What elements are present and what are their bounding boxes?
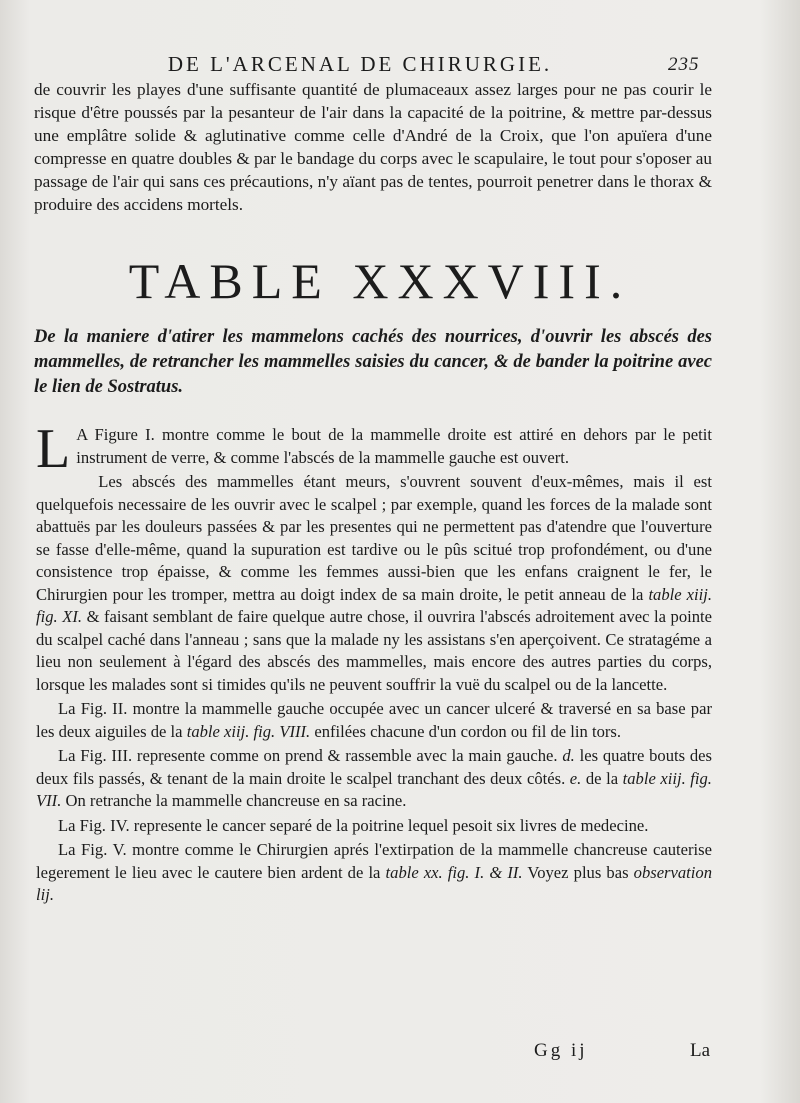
- plate-reference: table xiij. fig. XI.: [36, 584, 712, 626]
- plate-reference: table xiij. fig. VIII.: [186, 721, 311, 741]
- paragraph-6-text-a: La Fig. V. montre comme le Chirurgien aprés l'extirpation de la mammelle chancreuse cauterise legerement le lieu avec le cautere bien ardent de la: [36, 840, 712, 882]
- plate-reference: table xiij. fig. VII.: [36, 768, 712, 810]
- paragraph-3-text-b: enfilées chacune d'un cordon ou fil de lin tors.: [314, 721, 622, 741]
- paragraph-5: [36, 815, 712, 838]
- figure-mark-e: e.: [569, 768, 582, 788]
- plate-reference: table xx. fig. I. & II.: [385, 862, 523, 882]
- paragraph-3-text-a: La Fig. II. montre la mammelle gauche occupée avec un cancer ulceré & traversé en sa base par les deux aiguiles de la: [36, 699, 712, 741]
- plate-subtitle: De la maniere d'atirer les mammelons cachés des nourrices, d'ouvrir les abscés des mammelles, de retrancher les mammelles saisies du cancer, & de bander la poitrine avec le lien de Sostratus.: [34, 327, 712, 397]
- intro-paragraph: [34, 78, 712, 216]
- observation-reference: observation lij.: [36, 862, 712, 904]
- figure-mark-d: d.: [562, 746, 575, 765]
- paragraph-2-text-b: & faisant semblant de faire quelque autre chose, il ouvrira l'abscés adroitement avec la pointe du scalpel caché dans l'anneau ; sans que la malade ny les assistans s'en aperçoivent. Ce stratagéme a lieu non seulement à l'égard des abscés des mammelles, mais encore des autres parties du corps, lorsque les malades sont si timides qu'ils ne peuvent souffrir la vuë du scalpel ou de la lancette.: [36, 607, 713, 694]
- paragraph-3: [36, 698, 712, 743]
- paragraph-2: [36, 471, 712, 696]
- body-text: [36, 418, 713, 909]
- paragraph-1-text: A Figure I. montre comme le bout de la mammelle droite est attiré en dehors par le petit instrument de verre, & comme l'abscés de la mammelle gauche est ouvert.: [76, 425, 712, 467]
- paragraph-4-text-b: les quatre bouts des deux fils passés, & tenant de la main droite le scalpel tranchant des deux côtés.: [36, 746, 713, 788]
- paragraph-4-text-d: On retranche la mammelle chancreuse en sa racine.: [65, 791, 407, 810]
- paragraph-5-text: La Fig. IV. represente le cancer separé de la poitrine lequel pesoit six livres de medecine.: [58, 815, 649, 835]
- page-number: 235: [668, 54, 700, 75]
- drop-cap: L: [36, 418, 71, 480]
- paragraph-4-text-a: La Fig. III. represente comme on prend & rassemble avec la main gauche.: [58, 746, 558, 765]
- running-head: DE L'ARCENAL DE CHIRURGIE.: [167, 52, 553, 76]
- signature-mark: Gg ij: [534, 1040, 588, 1061]
- paragraph-6: [36, 839, 712, 907]
- paragraph-4: [36, 745, 712, 813]
- plate-title: TABLE XXXVIII.: [128, 253, 632, 309]
- catchword: La: [690, 1040, 711, 1061]
- paragraph-2-text-a: Les abscés des mammelles étant meurs, s'ouvrent souvent d'eux-mêmes, mais il est quelquefois necessaire de les ouvrir avec le scalpel ; par exemple, quand les forces de la malade sont abattuës par les douleurs passées & par les presentes qui ne permettent pas d'atendre que l'ouverture se fasse d'elle-même, quand la supuration est tardive ou le pûs scitué trop profondément, ou d'une consistence trop épaisse, & comme les femmes aussi-bien que les enfans craignent le fer, le Chirurgien pour les tromper, mettra au doigt index de sa main droite, le petit anneau de la: [36, 472, 712, 604]
- paragraph-1: [36, 418, 712, 480]
- paragraph-6-text-b: Voyez plus bas: [527, 862, 629, 882]
- intro-text: de couvrir les playes d'une suffisante quantité de plumaceaux assez larges pour ne pas courir le risque d'être poussés par la pesanteur de l'air dans la capacité de la poitrine, & mettre par-dessus une emplâtre solide & aglutinative comme celle d'André de la Croix, que l'on apuïera d'une compresse en quatre doubles & par le bandage du corps avec le scapulaire, le tout pour s'oposer au passage de l'air qui sans ces précautions, n'y aïant pas de tentes, pourroit penetrer dans le thorax & produire des accidens mortels.: [34, 80, 712, 214]
- paragraph-4-text-c: de la: [585, 768, 619, 788]
